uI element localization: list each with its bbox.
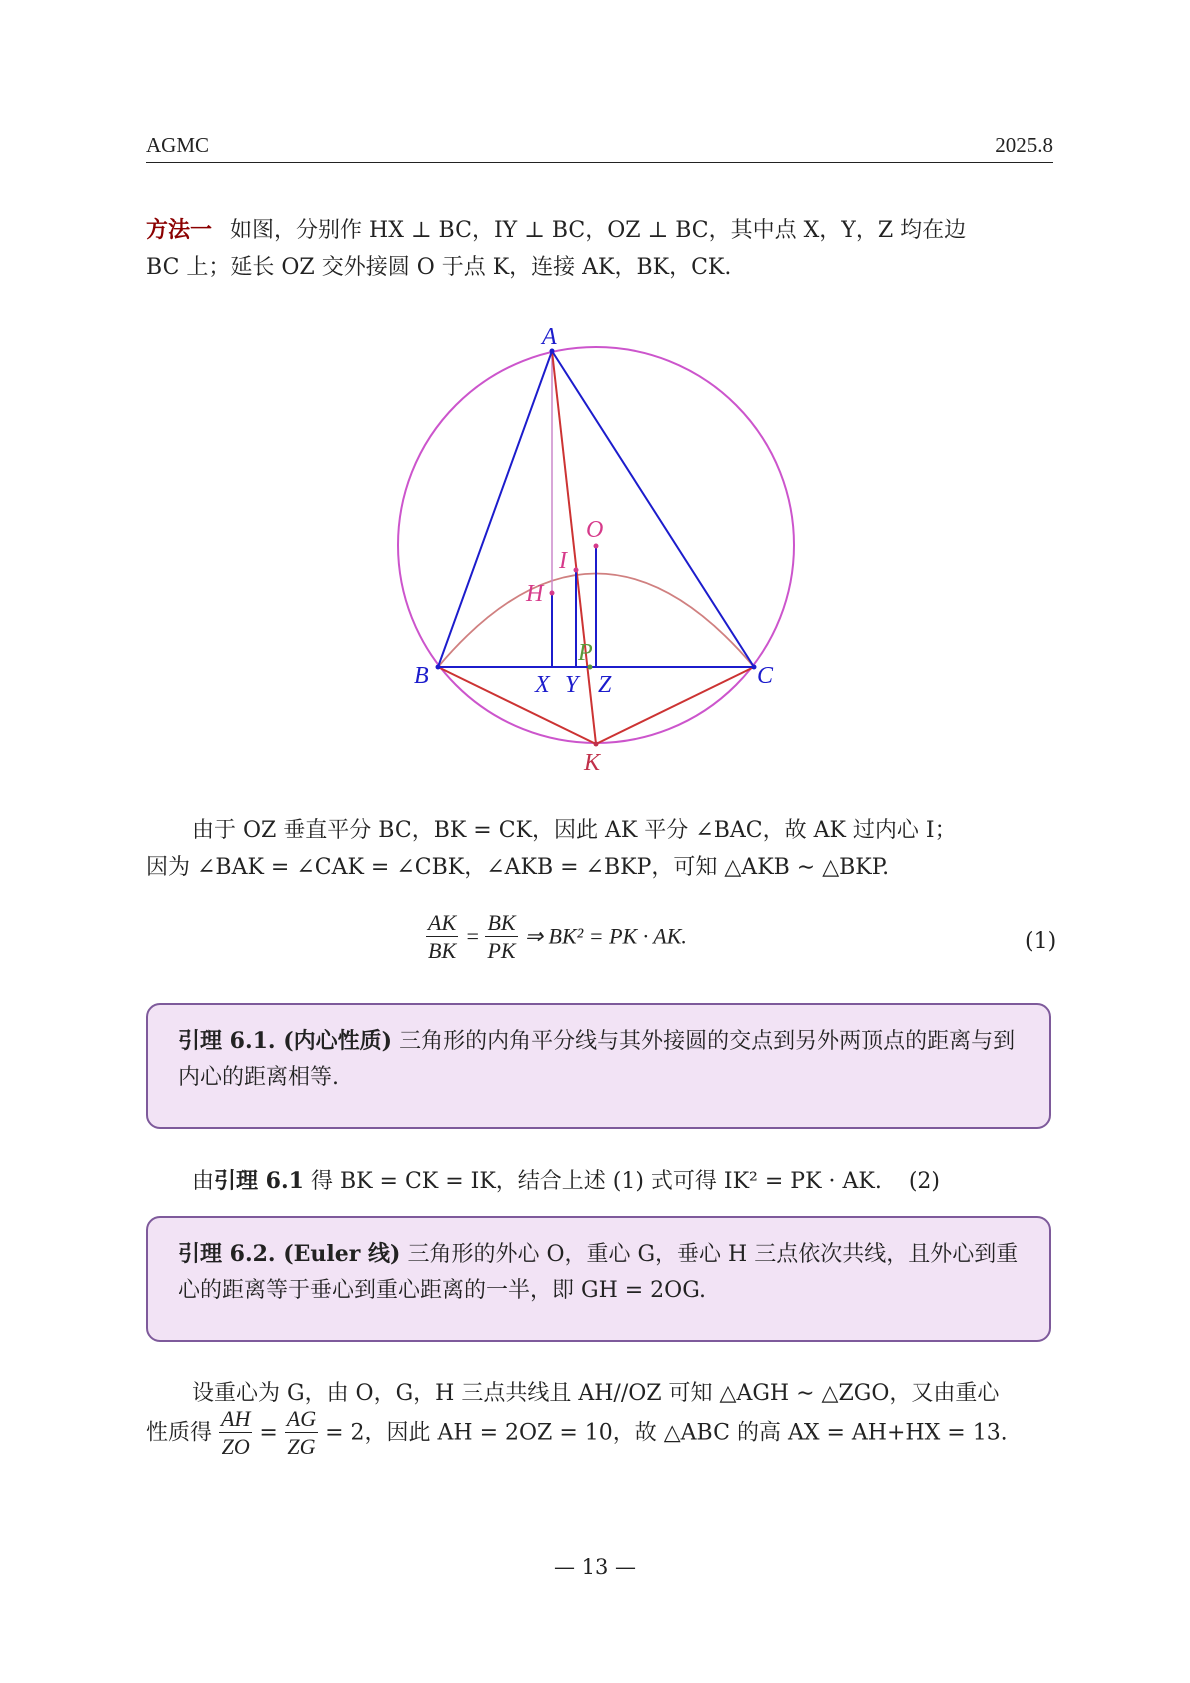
label-I: I (559, 548, 567, 574)
equation-1: $\frac{AK}{BK}$ = $\frac{BK}{PK}$ ⇒ BK² = PK · AK. (428, 910, 687, 963)
point-I (574, 568, 579, 573)
lemma1-title: 引理 6.1. (内心性质) (178, 1028, 393, 1054)
point-B (436, 665, 441, 670)
lemma2-text: 三角形的外心 O，重心 G，垂心 H 三点依次共线，且外心到重心的距离等于垂心到重心距离的一半，即 GH = 2OG. (178, 1242, 1019, 1303)
segment-AB (438, 351, 552, 667)
eq1-frac1: $\frac{AK}{BK}$ (428, 910, 457, 963)
point-O (594, 544, 599, 549)
page-number: — 13 — (553, 1555, 637, 1579)
body1-line2: 因为 ∠BAK = ∠CAK = ∠CBK，∠AKB = ∠BKP，可知 △AKB ∼ △BKP. (146, 855, 890, 880)
method-line2: BC 上；延长 OZ 交外接圆 O 于点 K，连接 AK，BK，CK. (146, 255, 732, 280)
body2-bold: 引理 6.1 (214, 1168, 304, 1194)
header-right: 2025.8 (995, 133, 1053, 157)
body2-text: 得 BK = CK = IK，结合上述 (1) 式可得 IK² = PK · AK. (310, 1169, 882, 1194)
eq1-frac2: $\frac{BK}{PK}$ (487, 910, 516, 963)
label-O: O (586, 517, 604, 543)
equation-1-tag: (1) (1025, 929, 1057, 954)
body3-line2: 性质得 $\frac{AH}{ZO}$ = $\frac{AG}{ZG}$ = 2，因此 AH = 2OZ = 10，故 △ABC 的高 AX = AH+HX = 13. (146, 1406, 1008, 1459)
body1-line1: 由于 OZ 垂直平分 BC，BK = CK，因此 AK 平分 ∠BAC，故 AK 过内心 I； (192, 818, 957, 843)
label-Y: Y (565, 672, 579, 698)
body3-frac1: $\frac{AH}{ZO}$ (221, 1406, 251, 1459)
label-H: H (526, 581, 544, 607)
geometry-figure (0, 0, 1190, 800)
point-K (594, 742, 599, 747)
body3-line2-rest: = 2，因此 AH = 2OZ = 10，故 △ABC 的高 AX = AH+HX = 13. (325, 1420, 1008, 1446)
label-A: A (542, 324, 557, 350)
body3-line2-prefix: 性质得 (146, 1420, 213, 1446)
point-H (550, 591, 555, 596)
eq1-rest: ⇒ BK² = PK · AK. (524, 923, 687, 949)
label-Z: Z (598, 672, 612, 698)
lemma-6-1-box (146, 1003, 1051, 1129)
label-K: K (584, 750, 601, 776)
body2-tag: (2) (908, 1169, 940, 1194)
label-C: C (757, 663, 774, 689)
method-line1: 如图，分别作 HX ⊥ BC，IY ⊥ BC，OZ ⊥ BC，其中点 X，Y，Z 均在边 (230, 218, 967, 243)
label-X: X (535, 672, 550, 698)
body2-prefix: 由 (192, 1169, 215, 1194)
body-paragraph-2 (146, 1163, 1053, 1200)
body-paragraph-1 (146, 812, 1053, 886)
label-P: P (578, 640, 593, 666)
body3-frac2: $\frac{AG}{ZG}$ (286, 1406, 317, 1459)
lemma2-title: 引理 6.2. (Euler 线) (178, 1241, 401, 1267)
lemma-6-2-box (146, 1216, 1051, 1342)
lemma1-text: 三角形的内角平分线与其外接圆的交点到另外两顶点的距离与到内心的距离相等. (178, 1029, 1016, 1090)
header-left: AGMC (146, 133, 210, 157)
label-B: B (414, 663, 429, 689)
point-C (752, 665, 757, 670)
body3-line1: 设重心为 G，由 O，G，H 三点共线且 AH//OZ 可知 △AGH ∼ △ZGO，又由重心 (192, 1381, 1000, 1406)
segment-CK (596, 667, 754, 744)
method-label: 方法一 (146, 217, 213, 243)
